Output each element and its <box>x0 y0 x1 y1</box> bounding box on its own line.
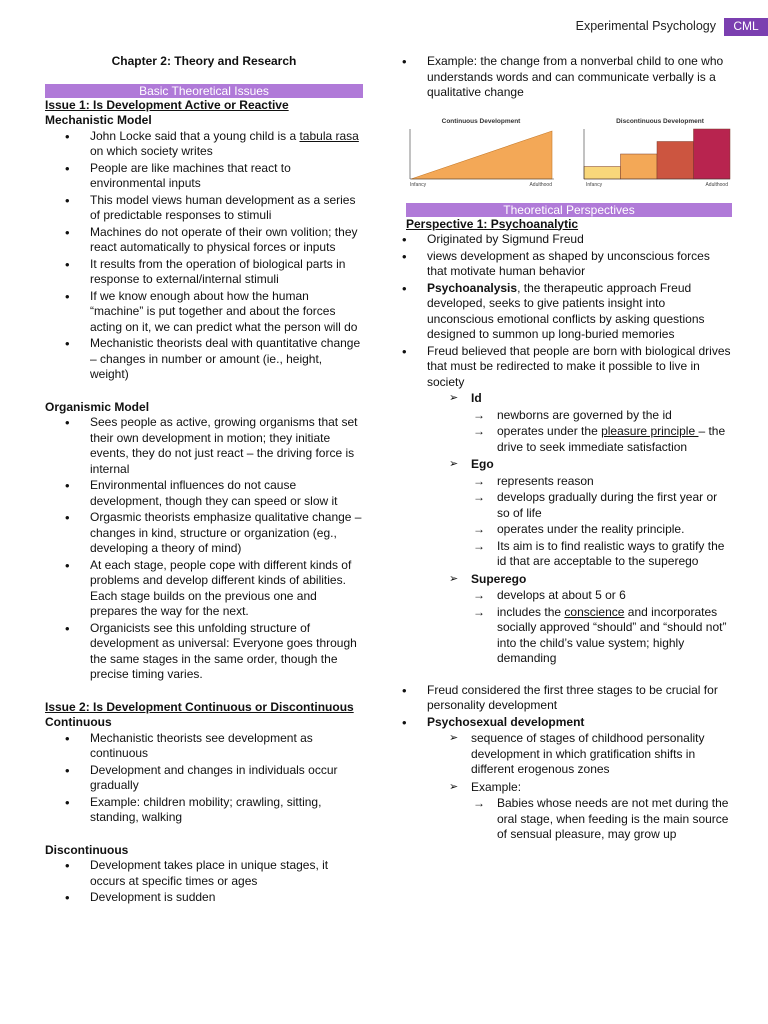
item-term: conscience <box>564 604 625 619</box>
list-item: • It results from the operation of biological parts in response to external/internal stimuli <box>45 257 363 288</box>
ego-label: Ego <box>471 457 494 471</box>
psychosexual-list <box>449 731 732 843</box>
section-bar-theoretical-perspectives: Theoretical Perspectives <box>406 203 732 217</box>
item-text: operates under the <box>497 424 602 438</box>
psychoanalytic-list-continued <box>382 683 732 843</box>
list-item: • Mechanistic theorists see development as continuous <box>45 731 363 762</box>
discontinuous-title: Discontinuous Development <box>616 117 704 125</box>
issue2-heading: Issue 2: Is Development Continuous or Discontinuous <box>45 699 354 714</box>
perspective1-heading: Perspective 1: Psychoanalytic <box>406 216 579 231</box>
header-badge: CML <box>724 18 768 36</box>
list-item: • Freud considered the first three stages to be crucial for personality development <box>382 683 732 714</box>
section-bar-basic-issues: Basic Theoretical Issues <box>45 84 363 98</box>
list-item: • At each stage, people cope with different kinds of problems and develop different kinds of abilities. Each stage builds on the previous one and prepares the way for the next. <box>45 558 363 620</box>
list-item <box>382 715 732 843</box>
issue1-heading: Issue 1: Is Development Active or Reactive <box>45 97 289 112</box>
example-list <box>382 54 732 101</box>
discontinuous-development-figure <box>582 113 732 189</box>
list-item <box>449 391 732 455</box>
continuous-heading: Continuous <box>45 715 112 729</box>
organismic-list <box>45 415 363 683</box>
continuous-development-figure <box>406 113 556 189</box>
discontinuous-x-start-label: Infancy <box>586 181 603 188</box>
item-text: , the therapeutic approach Freud developed, seeks to give patients insight into unconscious emotional conflicts by asking questions designed to summon up long-buried memories <box>427 280 705 341</box>
continuous-chart-svg <box>406 113 556 189</box>
continuous-title: Continuous Development <box>441 117 521 125</box>
list-item <box>449 457 732 570</box>
item-text: and incorporates socially approved “should” and “should not” into the child’s value system; highly demanding <box>497 604 727 665</box>
list-item: • Machines do not operate of their own volition; they react automatically to physical forces or inputs <box>45 225 363 256</box>
list-item: • Originated by Sigmund Freud <box>382 232 732 248</box>
list-item: • Development and changes in individuals occur gradually <box>45 763 363 794</box>
list-item: → develops at about 5 or 6 <box>473 588 732 604</box>
continuous-x-start-label: Infancy <box>410 181 427 188</box>
development-figures <box>406 113 732 189</box>
list-item: • Environmental influences do not cause development, though they can speed or slow it <box>45 478 363 509</box>
discontinuous-step-3 <box>657 141 694 179</box>
item-text: Freud believed that people are born with biological drives that must be redirected to make it possible to live in society <box>427 343 731 389</box>
list-item: → develops gradually during the first year or so of life <box>473 490 732 521</box>
list-item: • If we know enough about how the human “machine” is put together and about the forces acting on it, we can predict what the person will do <box>45 289 363 336</box>
discontinuous-step-2 <box>621 154 658 179</box>
discontinuous-heading: Discontinuous <box>45 842 129 857</box>
list-item: → Its aim is to find realistic ways to gratify the id that are acceptable to the superego <box>473 539 732 570</box>
superego-list <box>473 588 732 667</box>
continuous-list <box>45 731 363 826</box>
ego-list <box>473 474 732 570</box>
list-item: → Babies whose needs are not met during the oral stage, when feeding is the main source of sensual pleasure, may grow up <box>473 796 732 843</box>
header-title: Experimental Psychology <box>575 19 716 34</box>
list-item: • This model views human development as a series of predictable responses to stimuli <box>45 193 363 224</box>
list-item: ➢ sequence of stages of childhood personality development in which gratification shifts in different erogenous zones <box>449 731 732 778</box>
item-text: includes the <box>497 604 565 619</box>
mechanistic-list <box>45 129 363 383</box>
id-list <box>473 408 732 456</box>
discontinuous-step-4 <box>694 129 731 179</box>
item-term: pleasure principle <box>601 424 699 438</box>
chapter-title: Chapter 2: Theory and Research <box>111 54 297 68</box>
page-header <box>576 18 768 36</box>
list-item <box>449 572 732 667</box>
list-item: • Development is sudden <box>45 890 363 906</box>
list-item <box>45 129 363 160</box>
list-item: • Mechanistic theorists deal with quantitative change – changes in number or amount (ie., height, weight) <box>45 336 363 383</box>
list-item: • Example: children mobility; crawling, sitting, standing, walking <box>45 795 363 826</box>
item-term: tabula rasa <box>299 128 359 143</box>
list-item: • Sees people as active, growing organisms that set their own development in motion; they initiate events, they do not just react – the driving force is internal <box>45 415 363 477</box>
item-text: – the drive to seek immediate satisfaction <box>497 424 726 454</box>
discontinuous-steps <box>584 129 730 179</box>
list-item: • Organicists see this unfolding structure of development as universal: Everyone goes through the same stages in the same order, though the precise timing varies. <box>45 621 363 683</box>
psychoanalytic-list <box>382 232 732 667</box>
item-text: John Locke said that a young child is a <box>90 128 300 143</box>
item-text: Example: <box>471 779 522 794</box>
list-item: • People are like machines that react to environmental inputs <box>45 161 363 192</box>
organismic-heading: Organismic Model <box>45 399 150 414</box>
mechanistic-heading: Mechanistic Model <box>45 113 152 127</box>
superego-label: Superego <box>471 571 527 586</box>
item-term: Psychosexual development <box>427 714 585 729</box>
list-item: → operates under the reality principle. <box>473 522 732 538</box>
continuous-growth-shape <box>411 131 552 179</box>
list-item: → represents reason <box>473 474 732 490</box>
psychosexual-example-list <box>473 796 732 843</box>
list-item: • Example: the change from a nonverbal child to one who understands words and can communicate verbally is a qualitative change <box>382 54 732 101</box>
right-column <box>406 54 732 845</box>
list-item: • views development as shaped by unconscious forces that motivate human behavior <box>382 249 732 280</box>
list-item <box>382 344 732 667</box>
id-label: Id <box>471 391 482 405</box>
left-column <box>45 54 363 907</box>
discontinuous-chart-svg <box>582 113 732 189</box>
item-text: on which society writes <box>90 144 213 158</box>
list-item <box>382 281 732 343</box>
discontinuous-x-end-label: Adulthood <box>705 181 728 188</box>
item-term: Psychoanalysis <box>427 280 518 295</box>
list-item: • Development takes place in unique stages, it occurs at specific times or ages <box>45 858 363 889</box>
list-item <box>473 424 732 455</box>
list-item: • Orgasmic theorists emphasize qualitative change – changes in kind, structure or organization (eg., developing a theory of mind) <box>45 510 363 557</box>
freud-structures-list <box>449 391 732 667</box>
list-item <box>473 605 732 667</box>
discontinuous-list <box>45 858 363 906</box>
list-item: → newborns are governed by the id <box>473 408 732 424</box>
discontinuous-step-1 <box>584 166 621 179</box>
list-item <box>449 780 732 843</box>
continuous-x-end-label: Adulthood <box>529 181 552 188</box>
